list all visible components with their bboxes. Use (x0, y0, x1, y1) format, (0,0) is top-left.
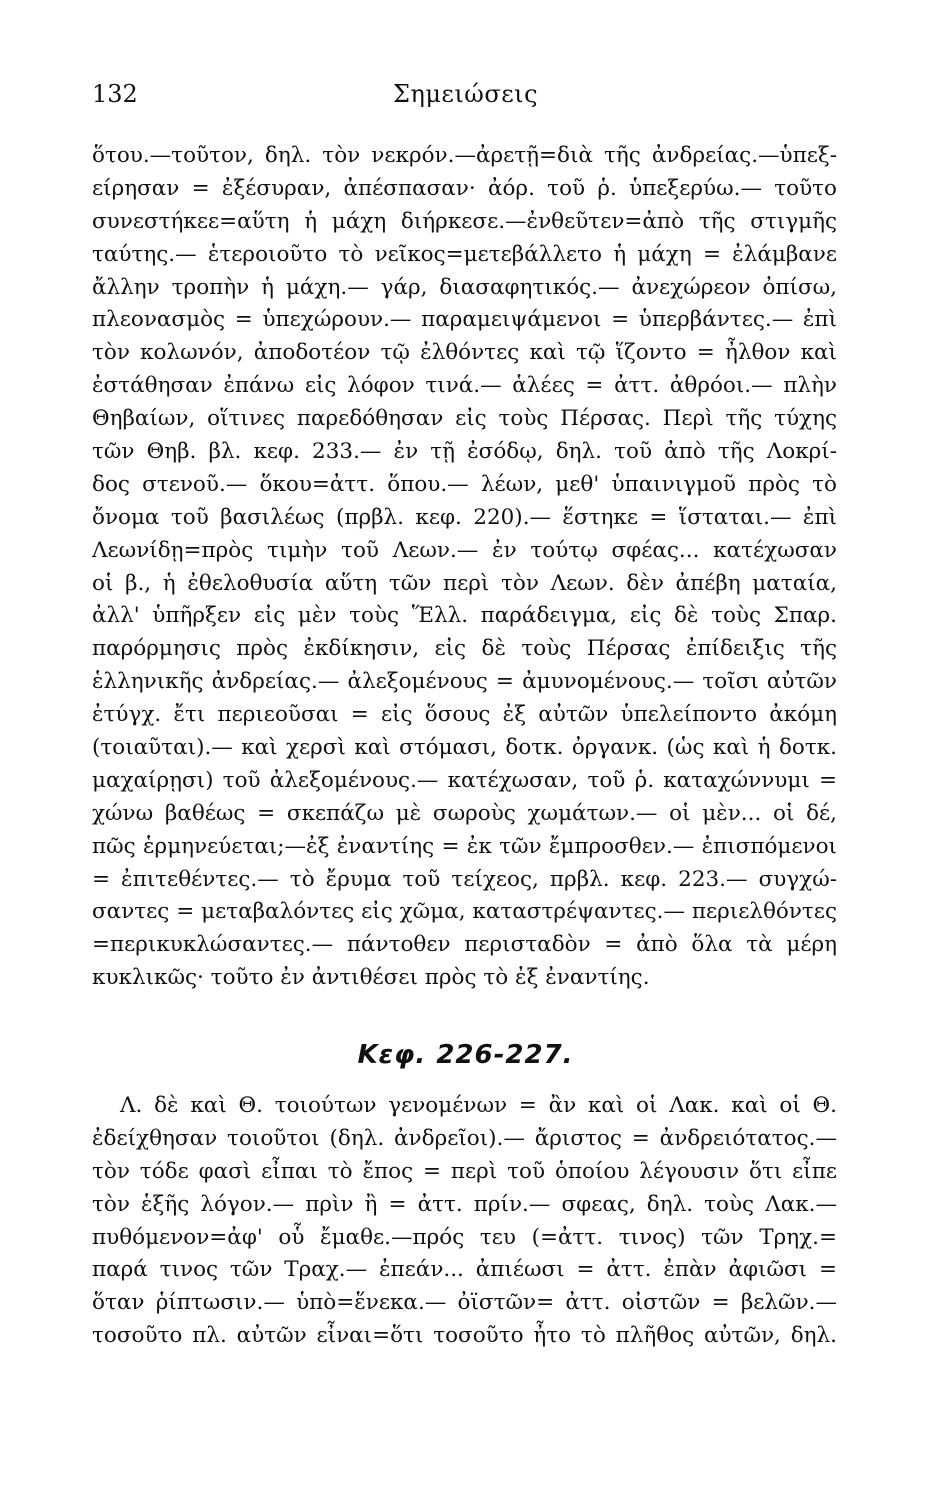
text-line: =περικυκλώσαντες.— πάντοθεν περισταδὸν = ἀπὸ ὅλα τὰ μέρη (92, 932, 837, 958)
text-line: παρόρμησις πρὸς ἐκδίκησιν, εἰς δὲ τοὺς Πέρσας ἐπίδειξις τῆς (92, 636, 837, 662)
text-line: ἀλλ' ὑπῆρξεν εἰς μὲν τοὺς Ἕλλ. παράδειγμα, εἰς δὲ τοὺς Σπαρ. (92, 603, 837, 629)
text-line: πῶς ἑρμηνεύεται;—ἐξ ἐναντίης = ἐκ τῶν ἔμπροσθεν.— ἐπισπόμενοι (92, 833, 837, 859)
text-line: ὅταν ῥίπτωσιν.— ὑπὸ=ἕνεκα.— ὀϊστῶν= ἀττ. οἰστῶν = βελῶν.— (92, 1290, 837, 1316)
text-line: ἐδείχθησαν τοιοῦτοι (δηλ. ἀνδρεῖοι).— ἄριστος = ἀνδρειότατος.— (92, 1125, 837, 1151)
text-line: ἐστάθησαν ἐπάνω εἰς λόφον τινά.— ἁλέες = ἀττ. ἀθρόοι.— πλὴν (92, 373, 837, 399)
page-header (92, 80, 839, 120)
text-line: συνεστήκεε=αὕτη ἡ μάχη διήρκεσε.—ἐνθεῦτεν=ἀπὸ τῆς στιγμῆς (92, 208, 837, 234)
text-line: ἐτύγχ. ἔτι περιεοῦσαι = εἰς ὅσους ἐξ αὐτῶν ὑπελείποντο ἀκόμη (92, 702, 837, 728)
text-line: οἱ β., ἡ ἐθελοθυσία αὕτη τῶν περὶ τὸν Λεων. δὲν ἀπέβη ματαία, (92, 570, 837, 596)
page-number: 132 (92, 80, 138, 108)
text-line: ἑλληνικῆς ἀνδρείας.— ἀλεξομένους = ἀμυνομένους.— τοῖσι αὐτῶν (92, 669, 837, 695)
text-line: τὸν ἑξῆς λόγον.— πρὶν ἢ = ἀττ. πρίν.— σφεας, δηλ. τοὺς Λακ.— (92, 1191, 837, 1217)
text-line: τοσοῦτο πλ. αὐτῶν εἶναι=ὅτι τοσοῦτο ἦτο τὸ πλῆθος αὐτῶν, δηλ. (92, 1323, 837, 1349)
text-line: παρά τινος τῶν Τραχ.— ἐπεάν... ἀπιέωσι = ἀττ. ἐπὰν ἀφιῶσι = (92, 1257, 837, 1283)
section-heading: Κεφ. 226-227. (357, 1040, 574, 1070)
notes-block-2 (92, 1090, 837, 1353)
text-line: σαντες = μεταβαλόντες εἰς χῶμα, καταστρέψαντες.— περιελθόντες (92, 899, 837, 925)
text-line: Θηβαίων, οἵτινες παρεδόθησαν εἰς τοὺς Πέρσας. Περὶ τῆς τύχης (92, 406, 837, 432)
text-line: ἄλλην τροπὴν ἡ μάχη.— γάρ, διασαφητικός.— ἀνεχώρεον ὀπίσω, (92, 274, 837, 300)
text-line: τὸν κολωνόν, ἀποδοτέον τῷ ἐλθόντες καὶ τῷ ἵζοντο = ἦλθον καὶ (92, 340, 837, 366)
text-line: ὅτου.—τοῦτον, δηλ. τὸν νεκρόν.—ἀρετῇ=διὰ τῆς ἀνδρείας.—ὑπεξ- (92, 143, 837, 168)
text-line: = ἐπιτεθέντες.— τὸ ἔρυμα τοῦ τείχεος, πρβλ. κεφ. 223.— συγχώ- (92, 866, 837, 892)
text-line: τῶν Θηβ. βλ. κεφ. 233.— ἐν τῇ ἐσόδῳ, δηλ. τοῦ ἀπὸ τῆς Λοκρί- (92, 439, 837, 465)
text-line: είρησαν = ἐξέσυραν, ἀπέσπασαν· ἀόρ. τοῦ ῥ. ὑπεξερύω.— τοῦτο (92, 175, 837, 201)
text-line: τὸν τόδε φασὶ εἶπαι τὸ ἔπος = περὶ τοῦ ὁποίου λέγουσιν ὅτι εἶπε (92, 1158, 837, 1184)
text-line: ταύτης.— ἑτεροιοῦτο τὸ νεῖκος=μετεβάλλετο ἡ μάχη = ἐλάμβανε (92, 241, 837, 267)
text-line: Λ. δὲ καὶ Θ. τοιούτων γενομένων = ἂν καὶ οἱ Λακ. καὶ οἱ Θ. (120, 1093, 837, 1118)
text-line: Λεωνίδῃ=πρὸς τιμὴν τοῦ Λεων.— ἐν τούτῳ σφέας... κατέχωσαν (92, 537, 837, 563)
running-title: Σημειώσεις (392, 80, 539, 108)
text-line: κυκλικῶς· τοῦτο ἐν ἀντιθέσει πρὸς τὸ ἐξ ἐναντίης. (92, 965, 650, 991)
text-line: πλεονασμὸς = ὑπεχώρουν.— παραμειψάμενοι = ὑπερβάντες.— ἐπὶ (92, 307, 837, 333)
text-line: (τοιαῦται).— καὶ χερσὶ καὶ στόμασι, δοτκ. ὀργανκ. (ὡς καὶ ἡ δοτκ. (92, 735, 837, 761)
text-line: δος στενοῦ.— ὅκου=ἀττ. ὅπου.— λέων, μεθ' ὑπαινιγμοῦ πρὸς τὸ (92, 471, 837, 497)
text-line: ὄνομα τοῦ βασιλέως (πρβλ. κεφ. 220).— ἕστηκε = ἵσταται.— ἐπὶ (92, 504, 837, 530)
text-line: μαχαίρῃσι) τοῦ ἀλεξομένους.— κατέχωσαν, τοῦ ῥ. καταχώννυμι = (92, 767, 837, 793)
text-line: πυθόμενον=ἀφ' οὗ ἔμαθε.—πρός τευ (=ἀττ. τινος) τῶν Τρηχ.= (92, 1224, 837, 1250)
notes-block-1 (92, 140, 837, 995)
text-line: χώνω βαθέως = σκεπάζω μὲ σωροὺς χωμάτων.— οἱ μὲν... οἱ δέ, (92, 800, 837, 826)
